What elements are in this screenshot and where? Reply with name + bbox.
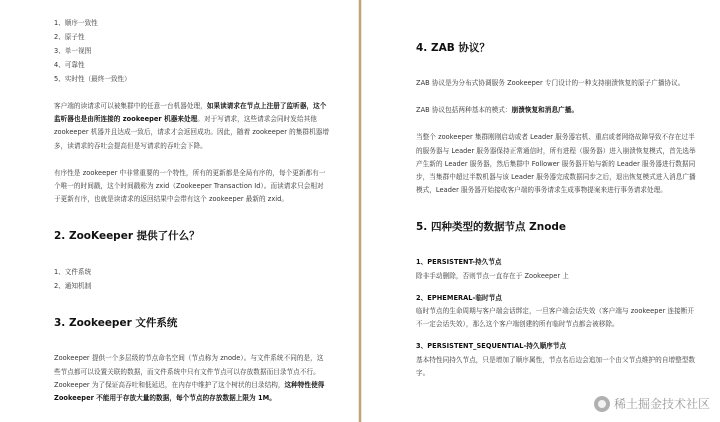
section-title-znode-types: 5. 四种类型的数据节点 Znode: [416, 221, 567, 234]
watermark-text: 稀土掘金技术社区: [613, 397, 710, 411]
ordering-paragraph: 有序性是 zookeeper 中非常重要的一个特性，所有的更新都是全局有序的，每个更新都有一个唯一的时间戳，这个时间戳称为 zxid（Zookeeper Transaction Id）。而读请求只会相对于更新有序，也就是读请求的返回结果中会带有这个 zookeeper 最新的 zxid。: [54, 168, 326, 204]
paragraph-text: ZAB 协议包括两种基本的模式：: [416, 106, 512, 115]
paragraph-bold-text: 崩溃恢复和消息广播。: [511, 106, 579, 115]
node-type-title-text: 1、PERSISTENT-持久节点: [416, 258, 502, 267]
juejin-logo-icon: [594, 396, 610, 412]
memory-paragraph: [54, 379, 330, 405]
node-type-desc: 除非手动删除，否则节点一直存在于 Zookeeper 上: [416, 271, 569, 280]
paragraph-bold-text: 如果读请求在节点上注册了监听器，这个监听器也是由所连接的 zookeeper 机器来处理: [54, 102, 327, 124]
list-item: 2、通知机制: [54, 282, 92, 291]
watermark: [594, 395, 710, 412]
read-request-paragraph: [54, 100, 330, 153]
paragraph-text: 客户端的读请求可以被集群中的任意一台机器处理，: [54, 102, 207, 110]
consistency-list: [54, 16, 330, 86]
node-type-desc: 临时节点的生命周期与客户端会话绑定，一旦客户端会话失效（客户端与 zookeeper 连接断开不一定会话失效），那么这个客户端创建的所有临时节点都会被移除。: [416, 307, 695, 329]
node-type-title: [416, 340, 698, 353]
left-page: [0, 0, 358, 422]
node-type-title: [416, 256, 698, 269]
node-type-desc: 基本特性同持久节点，只是增加了顺序属性，节点名后边会追加一个由父节点维护的自增整型数字。: [416, 355, 696, 377]
section-title-what-provides: 2. ZooKeeper 提供了什么？: [54, 230, 200, 243]
list-item: 4、可靠性: [54, 61, 85, 69]
paragraph-text: Zookeeper 为了保证高吞吐和低延迟，在内存中维护了这个树状的目录结构，: [54, 380, 285, 389]
node-type-title: [416, 292, 698, 305]
right-page: [362, 0, 720, 422]
node-type-title-text: 3、PERSISTENT_SEQUENTIAL-持久顺序节点: [416, 342, 567, 351]
left-page-content: [54, 16, 330, 405]
section-title-zab: 4. ZAB 协议？: [416, 42, 490, 54]
list-item: 2、原子性: [54, 33, 85, 41]
zab-intro-paragraph: ZAB 协议是为分布式协调服务 Zookeeper 专门设计的一种支持崩溃恢复的原子广播协议。: [416, 79, 685, 87]
list-item: 1、顺序一致性: [54, 19, 98, 27]
list-item: 3、单一视图: [54, 47, 92, 55]
list-item: 1、文件系统: [54, 268, 92, 277]
features-list: [54, 265, 330, 293]
crash-recovery-paragraph: 当整个 zookeeper 集群刚刚启动或者 Leader 服务器宕机、重启或者网络故障导致不存在过半的服务器与 Leader 服务器保持正常通信时，所有进程（服务器）进入崩溃恢复模式，首先选举产生新的 Leader 服务器，然后集群中 Follower 服务器开始与新的 Leader 服务器进行数据同步，当集群中超过半数机器与该 Leader 服务器完成数据同步之后，退出恢复模式进入消息广播模式，Leader 服务器开始接收客户端的事务请求生成事物提案来进行事务请求处理。: [416, 133, 696, 195]
znode-paragraph: Zookeeper 提供一个多层级的节点命名空间（节点称为 znode）。与文件系统不同的是，这些节点都可以设置关联的数据，而文件系统中只有文件节点可以存放数据而目录节点不行。: [54, 354, 324, 376]
paragraph-bold-text: 这种特性使得 Zookeeper 不能用于存放大量的数据，每个节点的存放数据上限为 1M。: [54, 380, 325, 403]
node-type-title-text: 2、EPHEMERAL-临时节点: [416, 293, 502, 302]
section-title-file-system: 3. Zookeeper 文件系统: [54, 317, 178, 330]
right-page-content: [416, 40, 698, 380]
list-item: 5、实时性（最终一致性）: [54, 75, 131, 83]
zab-modes-paragraph: [416, 104, 698, 117]
paragraph-text: 。对于写请求，这些请求会同时发给其他 zookeeper 机器并且达成一致后，请求才会返回成功。因此，随着 zookeeper 的集群机器增多，读请求的吞吐会提高但是写请求的吞吐会下降。: [54, 115, 330, 150]
